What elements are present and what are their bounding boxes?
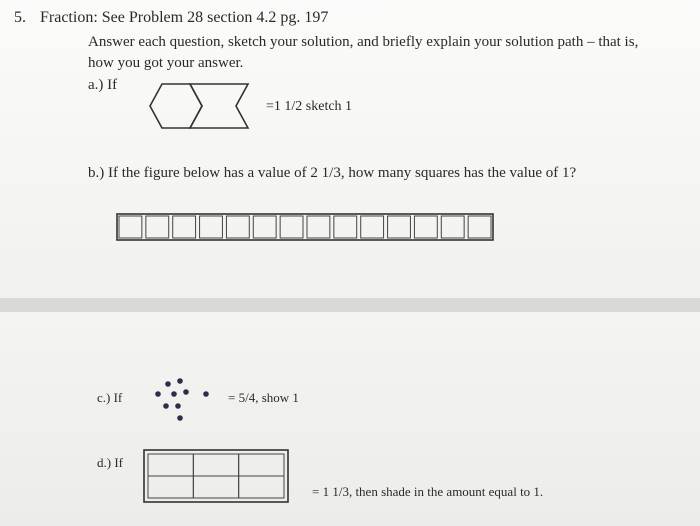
dot — [183, 389, 189, 395]
dots-figure — [150, 378, 220, 422]
hexagon-trapezoid-icon — [150, 84, 250, 130]
grid-cell — [148, 476, 193, 498]
part-a-label: a.) If — [88, 77, 118, 93]
strip-square — [280, 216, 303, 238]
part-b-question: b.) If the figure below has a value of 2 1/3, how many squares has the value of 1? — [88, 165, 577, 181]
dot — [177, 415, 183, 421]
part-d-label: d.) If — [97, 455, 123, 470]
strip-square — [226, 216, 249, 238]
strip-square — [307, 216, 330, 238]
dot — [175, 403, 181, 409]
instructions-line-2: how you got your answer. — [88, 55, 244, 71]
strip-square — [334, 216, 357, 238]
strip-square — [441, 216, 464, 238]
strip-outline — [117, 214, 493, 240]
dot — [165, 381, 171, 387]
squares-strip — [116, 213, 494, 241]
part-c-equals-text: = 5/4, show 1 — [228, 390, 299, 405]
strip-square — [414, 216, 437, 238]
part-d-equals-text: = 1 1/3, then shade in the amount equal to 1. — [312, 484, 544, 499]
problem-title: Fraction: See Problem 28 section 4.2 pg. 197 — [40, 9, 329, 26]
dot — [177, 378, 183, 384]
strip-square — [388, 216, 411, 238]
dot — [155, 391, 161, 397]
strip-square — [361, 216, 384, 238]
grid-cell — [239, 454, 284, 476]
strip-square — [119, 216, 142, 238]
dot — [171, 391, 177, 397]
strip-square — [253, 216, 276, 238]
dot — [203, 391, 209, 397]
grid-cell — [148, 454, 193, 476]
strip-square — [468, 216, 491, 238]
grid-cell — [193, 476, 238, 498]
rectangle-grid — [143, 449, 289, 503]
part-a-equals-text: =1 1/2 sketch 1 — [266, 99, 353, 114]
instructions-line-1: Answer each question, sketch your solution, and briefly explain your solution path – that is, — [88, 34, 639, 50]
strip-square — [200, 216, 223, 238]
part-c-label: c.) If — [97, 390, 123, 405]
strip-square — [173, 216, 196, 238]
grid-cell — [193, 454, 238, 476]
grid-cell — [239, 476, 284, 498]
strip-square — [146, 216, 169, 238]
problem-number: 5. — [14, 9, 26, 26]
dot — [163, 403, 169, 409]
